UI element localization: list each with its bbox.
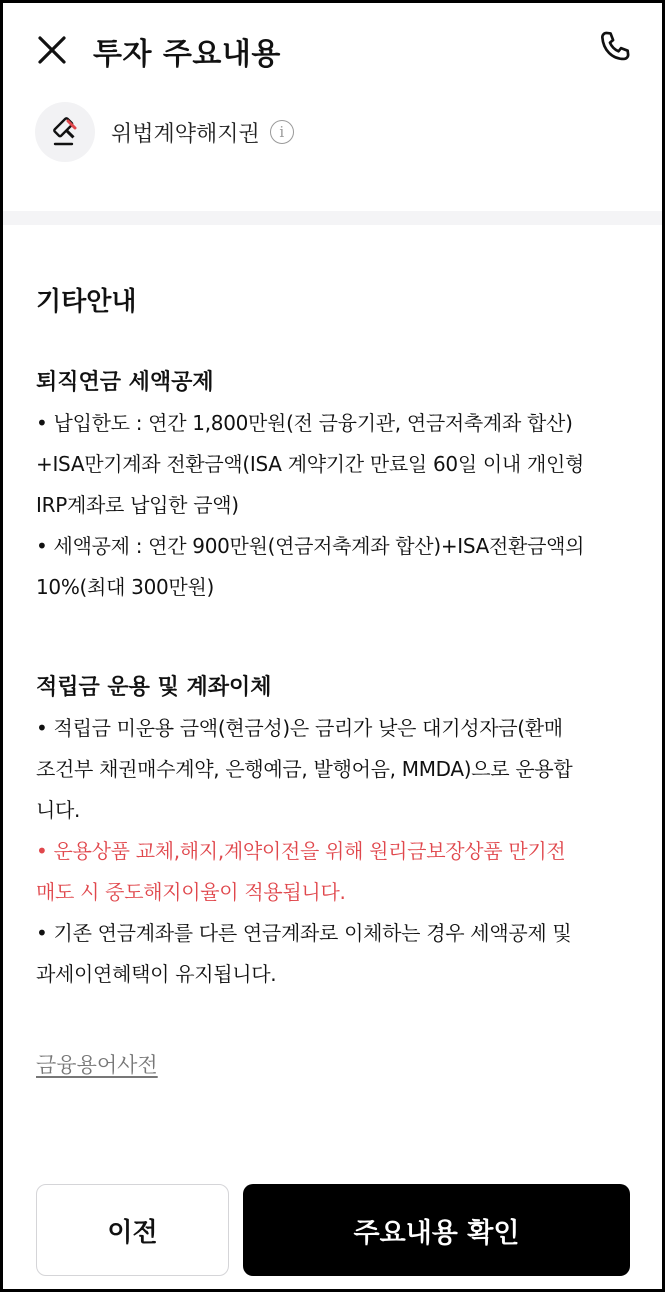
section-title: 기타안내 [36, 287, 137, 317]
pension-line: • 세액공제 : 연간 900만원(연금저축계좌 합산)+ISA전환금액의 [36, 534, 585, 558]
prev-button[interactable]: 이전 [36, 1184, 229, 1276]
pension-tax-heading: 퇴직연금 세액공제 [36, 370, 214, 395]
warning-line: • 운용상품 교체,해지,계약이전을 위해 원리금보장상품 만기전 [36, 839, 566, 863]
section-divider [3, 211, 662, 225]
gavel-icon [35, 102, 95, 162]
pension-line: 10%(최대 300만원) [36, 575, 214, 599]
header [3, 3, 662, 95]
pension-line: IRP계좌로 납입한 금액) [36, 493, 239, 517]
reserve-line: • 적립금 미운용 금액(현금성)은 금리가 낮은 대기성자금(환매 [36, 716, 563, 740]
glossary-link[interactable]: 금융용어사전 [36, 1053, 158, 1077]
warning-line: 매도 시 중도해지이율이 적용됩니다. [36, 880, 346, 904]
close-icon[interactable] [35, 33, 69, 67]
other-info-content [36, 363, 636, 995]
pension-line: • 납입한도 : 연간 1,800만원(전 금융기관, 연금저축계좌 합산) [36, 411, 573, 435]
reserve-line: 니다. [36, 798, 81, 822]
phone-icon[interactable] [596, 29, 634, 67]
transfer-line: • 기존 연금계좌를 다른 연금계좌로 이체하는 경우 세액공제 및 [36, 921, 572, 945]
confirm-button[interactable]: 주요내용 확인 [243, 1184, 630, 1276]
pension-line: +ISA만기계좌 전환금액(ISA 계약기간 만료일 60일 이내 개인형 [36, 452, 585, 476]
screen [3, 3, 662, 1289]
reserve-line: 조건부 채권매수계약, 은행예금, 발행어음, MMDA)으로 운용합 [36, 757, 573, 781]
transfer-line: 과세이연혜택이 유지됩니다. [36, 962, 277, 986]
withdrawal-right-row [35, 101, 294, 163]
reserve-heading: 적립금 운용 및 계좌이체 [36, 675, 272, 700]
page-title: 투자 주요내용 [93, 37, 281, 72]
info-icon[interactable]: i [270, 120, 294, 144]
withdrawal-right-label: 위법계약해지권 [111, 121, 260, 147]
